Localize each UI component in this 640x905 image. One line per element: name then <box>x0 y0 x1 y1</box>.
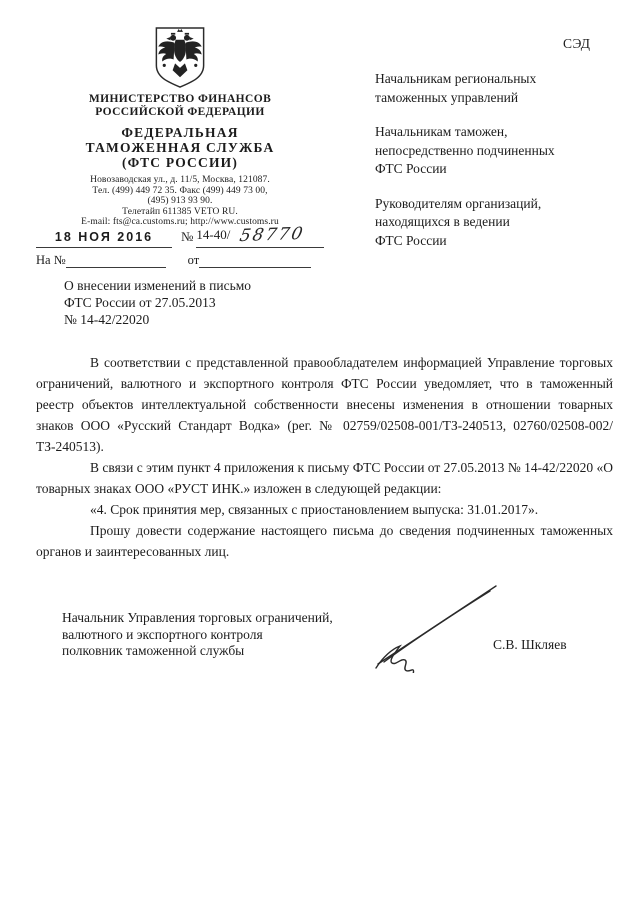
recipient-line: непосредственно подчиненных <box>375 142 555 158</box>
handwritten-signature <box>368 578 503 673</box>
signer-name: С.В. Шкляев <box>493 637 567 652</box>
agency-line: ТАМОЖЕННАЯ СЛУЖБА <box>85 140 275 155</box>
contact-address-block <box>30 175 330 228</box>
address-line: Тел. (499) 449 72 35. Факс (499) 449 73 00, <box>92 185 268 196</box>
ministry-line: МИНИСТЕРСТВО ФИНАНСОВ <box>88 93 272 105</box>
body-paragraph: Прошу довести содержание настоящего письма до сведения подчиненных таможенных органов и заинтересованных лиц. <box>36 523 613 559</box>
outgoing-number-prefix: 14-40/ <box>196 227 231 242</box>
reply-to-label: На № <box>36 253 66 267</box>
body-paragraph: В соответствии с представленной правообладателем информацией Управление торговых ограничений, валютного и экспортного контроля ФТС России уведомляет, что в таможенный реестр объектов интеллектуальной собственности внесены изменения в отношении товарных знаков ООО «Русский Стандарт Водка» (рег. № 02759/02508-001/ТЗ-240513, 02760/02508-002/ТЗ-240513). <box>36 355 613 454</box>
sed-mark: СЭД <box>563 36 591 51</box>
recipient-group <box>375 195 600 251</box>
signer-title-line: полковник таможенной службы <box>62 643 245 658</box>
signer-title-line: Начальник Управления торговых ограничений, <box>62 610 333 625</box>
address-line: Телетайп 611385 VETO RU. <box>122 206 238 217</box>
agency-name <box>30 125 330 170</box>
address-line: E-mail: fts@ca.customs.ru; http://www.customs.ru <box>81 217 279 227</box>
subject-line: ФТС России от 27.05.2013 <box>64 295 216 310</box>
reference-block <box>36 224 336 268</box>
recipients-block <box>375 70 600 266</box>
handwritten-number: 58770 <box>238 223 307 247</box>
ministry-line: РОССИЙСКОЙ ФЕДЕРАЦИИ <box>95 105 265 118</box>
letterhead <box>30 26 330 228</box>
recipient-group <box>375 70 600 107</box>
recipient-line: таможенных управлений <box>375 89 519 105</box>
agency-line: (ФТС РОССИИ) <box>121 155 239 170</box>
recipient-group <box>375 123 600 179</box>
agency-line: ФЕДЕРАЛЬНАЯ <box>121 125 239 140</box>
reply-date-blank-line <box>199 253 311 268</box>
subject-line: О внесении изменений в письмо <box>64 278 252 293</box>
recipient-line: находящихся в ведении <box>375 214 510 229</box>
letter-body <box>36 352 613 562</box>
recipient-line: Начальникам таможен, <box>375 124 508 139</box>
recipient-line: ФТС России <box>375 232 447 248</box>
recipient-line: Начальникам региональных <box>375 71 537 86</box>
outgoing-row <box>36 224 336 248</box>
incoming-row <box>36 253 336 268</box>
subject-block <box>64 277 324 328</box>
double-headed-eagle-emblem-icon <box>152 26 208 89</box>
signer-title-line: валютного и экспортного контроля <box>62 626 263 642</box>
ministry-name <box>30 93 330 118</box>
reply-from-label: от <box>187 253 200 267</box>
outgoing-number-line <box>196 224 324 248</box>
recipient-line: ФТС России <box>375 161 447 176</box>
number-symbol: № <box>181 229 194 244</box>
address-line: (495) 913 93 90. <box>147 196 213 206</box>
address-line: Новозаводская ул., д. 11/5, Москва, 121087. <box>90 175 270 185</box>
recipient-line: Руководителям организаций, <box>375 195 542 211</box>
reply-number-blank-line <box>66 253 166 268</box>
date-stamp: 18 НОЯ 2016 <box>36 230 172 248</box>
body-paragraph: В связи с этим пункт 4 приложения к письму ФТС России от 27.05.2013 № 14-42/22020 «О товарных знаках ООО «РУСТ ИНК.» изложен в следующей редакции: <box>36 460 613 496</box>
signer-title-block <box>62 610 372 660</box>
body-paragraph: «4. Срок принятия мер, связанных с приостановлением выпуска: 31.01.2017». <box>90 502 539 517</box>
subject-line: № 14-42/22020 <box>64 312 150 327</box>
